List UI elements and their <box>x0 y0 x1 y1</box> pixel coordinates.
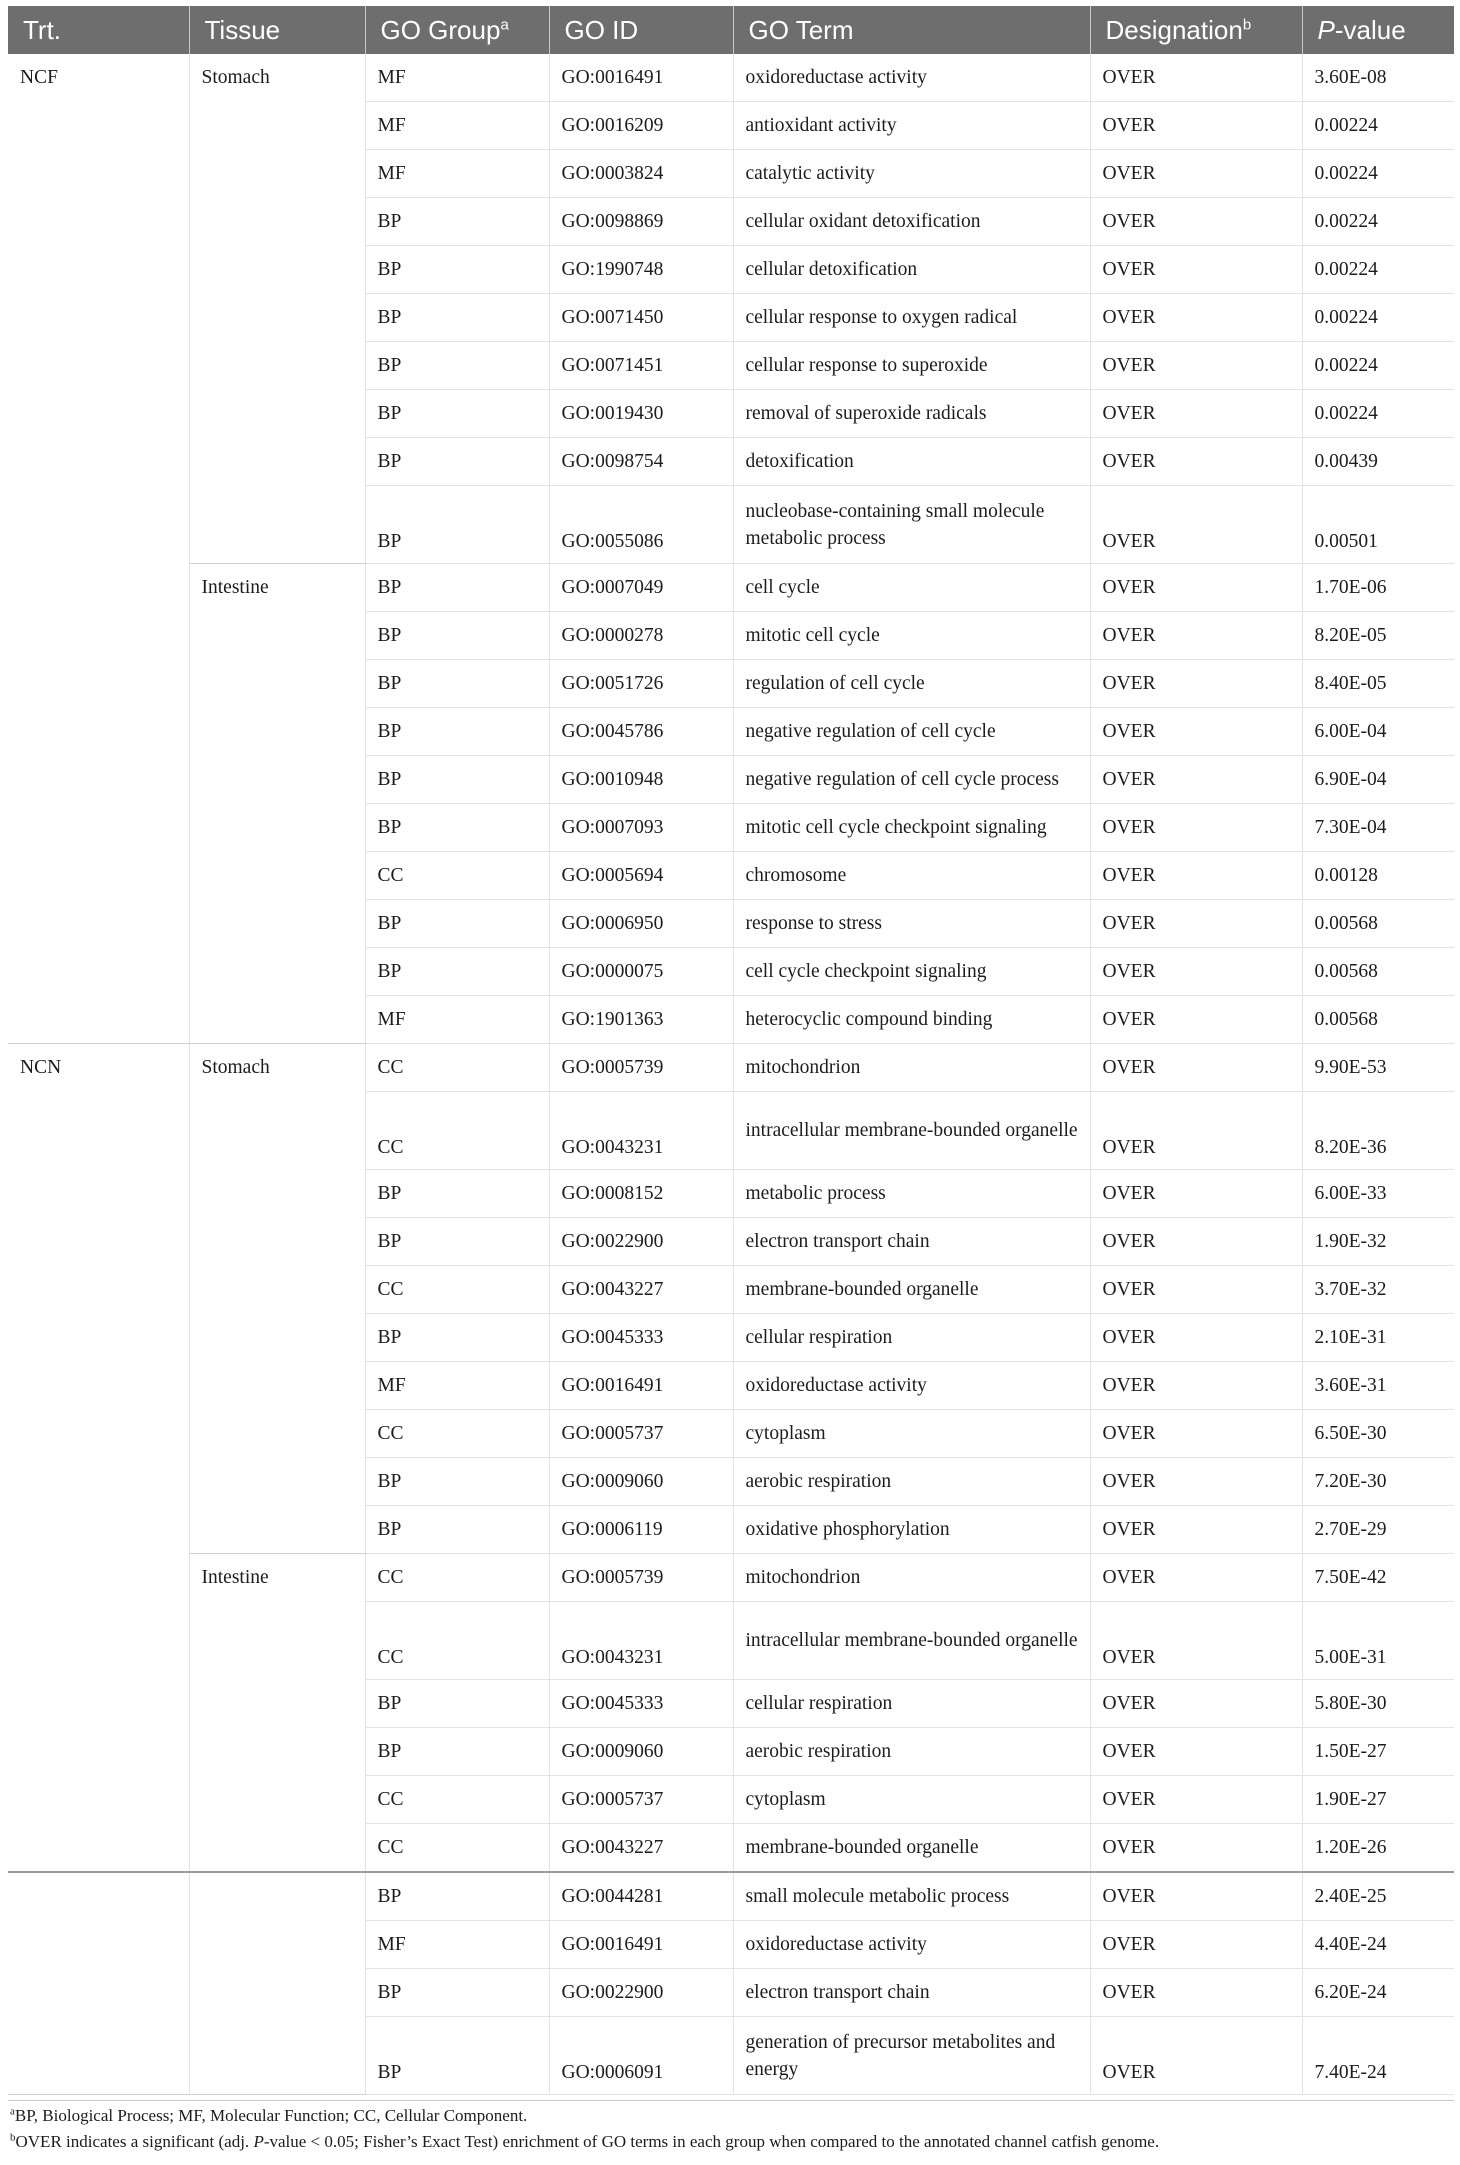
cell-designation: OVER <box>1090 54 1302 102</box>
cell-go-term: cellular response to oxygen radical <box>733 294 1090 342</box>
cell-go-group: CC <box>365 1266 549 1314</box>
cell-go-term: electron transport chain <box>733 1969 1090 2017</box>
cell-designation: OVER <box>1090 1921 1302 1969</box>
cell-go-term: cytoplasm <box>733 1776 1090 1824</box>
cell-designation: OVER <box>1090 294 1302 342</box>
cell-go-group: BP <box>365 564 549 612</box>
cell-go-group: BP <box>365 1969 549 2017</box>
cell-designation: OVER <box>1090 564 1302 612</box>
cell-designation: OVER <box>1090 660 1302 708</box>
cell-designation: OVER <box>1090 1314 1302 1362</box>
cell-designation: OVER <box>1090 1044 1302 1092</box>
cell-designation: OVER <box>1090 246 1302 294</box>
cell-go-id: GO:0055086 <box>549 486 733 564</box>
cell-go-term: catalytic activity <box>733 150 1090 198</box>
cell-go-id: GO:0098754 <box>549 438 733 486</box>
cell-go-group: MF <box>365 150 549 198</box>
cell-go-term: negative regulation of cell cycle <box>733 708 1090 756</box>
cell-designation: OVER <box>1090 1266 1302 1314</box>
cell-go-group: BP <box>365 342 549 390</box>
cell-go-group: BP <box>365 438 549 486</box>
cell-go-term: oxidoreductase activity <box>733 1921 1090 1969</box>
cell-designation: OVER <box>1090 1218 1302 1266</box>
cell-designation: OVER <box>1090 948 1302 996</box>
cell-go-term: metabolic process <box>733 1170 1090 1218</box>
cell-pvalue: 3.70E-32 <box>1302 1266 1454 1314</box>
cell-pvalue: 1.70E-06 <box>1302 564 1454 612</box>
cell-go-group: BP <box>365 612 549 660</box>
footnotes <box>10 2103 1159 2155</box>
cell-pvalue: 6.00E-33 <box>1302 1170 1454 1218</box>
cell-go-group: BP <box>365 246 549 294</box>
cell-go-id: GO:0007093 <box>549 804 733 852</box>
cell-pvalue: 7.30E-04 <box>1302 804 1454 852</box>
cell-go-group: BP <box>365 390 549 438</box>
cell-go-term: aerobic respiration <box>733 1728 1090 1776</box>
cell-go-id: GO:0071450 <box>549 294 733 342</box>
cell-go-term: intracellular membrane-bounded organelle <box>733 1602 1090 1680</box>
cell-designation: OVER <box>1090 1969 1302 2017</box>
cell-go-id: GO:0043227 <box>549 1824 733 1873</box>
cell-go-group: BP <box>365 948 549 996</box>
cell-trt <box>8 1872 189 2095</box>
cell-go-term: cytoplasm <box>733 1410 1090 1458</box>
cell-pvalue: 6.00E-04 <box>1302 708 1454 756</box>
cell-tissue: Intestine <box>189 564 365 1044</box>
cell-go-group: CC <box>365 852 549 900</box>
cell-go-id: GO:1990748 <box>549 246 733 294</box>
cell-designation: OVER <box>1090 612 1302 660</box>
cell-designation: OVER <box>1090 1410 1302 1458</box>
header-go-id: GO ID <box>549 6 733 54</box>
cell-pvalue: 8.20E-36 <box>1302 1092 1454 1170</box>
cell-go-group: BP <box>365 756 549 804</box>
cell-go-group: CC <box>365 1824 549 1873</box>
cell-designation: OVER <box>1090 150 1302 198</box>
cell-pvalue: 2.70E-29 <box>1302 1506 1454 1554</box>
cell-go-group: MF <box>365 54 549 102</box>
cell-pvalue: 0.00568 <box>1302 948 1454 996</box>
cell-pvalue: 5.80E-30 <box>1302 1680 1454 1728</box>
cell-go-group: CC <box>365 1410 549 1458</box>
cell-pvalue: 1.50E-27 <box>1302 1728 1454 1776</box>
cell-go-term: mitochondrion <box>733 1554 1090 1602</box>
cell-go-id: GO:0022900 <box>549 1969 733 2017</box>
header-designation: Designation$^b$ <box>1090 6 1302 54</box>
cell-pvalue: 1.20E-26 <box>1302 1824 1454 1873</box>
go-enrichment-table <box>8 6 1454 2095</box>
cell-go-term: mitochondrion <box>733 1044 1090 1092</box>
cell-designation: OVER <box>1090 1728 1302 1776</box>
cell-go-id: GO:0000278 <box>549 612 733 660</box>
cell-tissue <box>189 1872 365 2095</box>
cell-go-term: aerobic respiration <box>733 1458 1090 1506</box>
table-row <box>8 1554 1454 1602</box>
cell-designation: OVER <box>1090 708 1302 756</box>
cell-designation: OVER <box>1090 996 1302 1044</box>
cell-pvalue: 0.00224 <box>1302 342 1454 390</box>
cell-designation: OVER <box>1090 1170 1302 1218</box>
cell-go-term: oxidoreductase activity <box>733 54 1090 102</box>
cell-pvalue: 5.00E-31 <box>1302 1602 1454 1680</box>
cell-go-id: GO:0000075 <box>549 948 733 996</box>
cell-designation: OVER <box>1090 1092 1302 1170</box>
cell-designation: OVER <box>1090 1362 1302 1410</box>
cell-go-term: detoxification <box>733 438 1090 486</box>
cell-tissue: Stomach <box>189 54 365 564</box>
cell-go-group: BP <box>365 1506 549 1554</box>
cell-trt: NCF <box>8 54 189 1044</box>
cell-go-id: GO:0098869 <box>549 198 733 246</box>
cell-go-group: MF <box>365 1921 549 1969</box>
cell-designation: OVER <box>1090 102 1302 150</box>
header-go-term: GO Term <box>733 6 1090 54</box>
table-row <box>8 54 1454 102</box>
cell-pvalue: 8.20E-05 <box>1302 612 1454 660</box>
cell-pvalue: 6.20E-24 <box>1302 1969 1454 2017</box>
footnote-b: $^b$OVER indicates a significant (adj. P-value < 0.05; Fisher’s Exact Test) enrichment of GO terms in each group when compared to the annotated channel catfish genome. <box>10 2131 1160 2151</box>
cell-go-term: small molecule metabolic process <box>733 1872 1090 1921</box>
cell-designation: OVER <box>1090 438 1302 486</box>
cell-pvalue: 9.90E-53 <box>1302 1044 1454 1092</box>
cell-go-id: GO:0010948 <box>549 756 733 804</box>
cell-go-group: BP <box>365 2017 549 2095</box>
cell-go-id: GO:0005737 <box>549 1410 733 1458</box>
cell-go-id: GO:0005694 <box>549 852 733 900</box>
table-row <box>8 564 1454 612</box>
cell-pvalue: 3.60E-31 <box>1302 1362 1454 1410</box>
cell-go-term: negative regulation of cell cycle process <box>733 756 1090 804</box>
cell-go-group: MF <box>365 102 549 150</box>
header-tissue: Tissue <box>189 6 365 54</box>
cell-designation: OVER <box>1090 390 1302 438</box>
cell-go-id: GO:0022900 <box>549 1218 733 1266</box>
cell-pvalue: 7.20E-30 <box>1302 1458 1454 1506</box>
cell-go-group: MF <box>365 1362 549 1410</box>
table-row <box>8 1872 1454 1921</box>
cell-go-id: GO:0045333 <box>549 1680 733 1728</box>
header-go-group: GO Group$^a$ <box>365 6 549 54</box>
cell-pvalue: 0.00501 <box>1302 486 1454 564</box>
cell-pvalue: 4.40E-24 <box>1302 1921 1454 1969</box>
cell-go-term: nucleobase-containing small molecule metabolic process <box>733 486 1090 564</box>
cell-go-term: chromosome <box>733 852 1090 900</box>
cell-pvalue: 0.00224 <box>1302 150 1454 198</box>
cell-designation: OVER <box>1090 900 1302 948</box>
table-header <box>8 6 1454 54</box>
cell-tissue: Stomach <box>189 1044 365 1554</box>
cell-go-term: mitotic cell cycle <box>733 612 1090 660</box>
cell-go-group: BP <box>365 660 549 708</box>
cell-designation: OVER <box>1090 198 1302 246</box>
cell-go-group: CC <box>365 1602 549 1680</box>
cell-pvalue: 2.40E-25 <box>1302 1872 1454 1921</box>
cell-designation: OVER <box>1090 1872 1302 1921</box>
cell-pvalue: 3.60E-08 <box>1302 54 1454 102</box>
cell-go-id: GO:0019430 <box>549 390 733 438</box>
cell-go-group: CC <box>365 1092 549 1170</box>
cell-go-group: BP <box>365 294 549 342</box>
table-bottom-rule <box>8 2100 1454 2101</box>
cell-designation: OVER <box>1090 342 1302 390</box>
cell-pvalue: 0.00224 <box>1302 246 1454 294</box>
cell-go-id: GO:0045786 <box>549 708 733 756</box>
cell-go-id: GO:0009060 <box>549 1728 733 1776</box>
cell-go-term: cellular oxidant detoxification <box>733 198 1090 246</box>
cell-pvalue: 1.90E-32 <box>1302 1218 1454 1266</box>
cell-go-id: GO:0006119 <box>549 1506 733 1554</box>
cell-go-term: membrane-bounded organelle <box>733 1266 1090 1314</box>
cell-go-group: BP <box>365 1170 549 1218</box>
cell-go-term: oxidoreductase activity <box>733 1362 1090 1410</box>
cell-go-group: BP <box>365 900 549 948</box>
cell-go-id: GO:0016491 <box>549 1362 733 1410</box>
cell-pvalue: 0.00568 <box>1302 996 1454 1044</box>
cell-go-group: BP <box>365 198 549 246</box>
cell-go-term: removal of superoxide radicals <box>733 390 1090 438</box>
cell-go-group: BP <box>365 1218 549 1266</box>
cell-designation: OVER <box>1090 2017 1302 2095</box>
cell-go-term: cellular detoxification <box>733 246 1090 294</box>
cell-go-group: MF <box>365 996 549 1044</box>
cell-go-id: GO:0007049 <box>549 564 733 612</box>
cell-pvalue: 0.00224 <box>1302 294 1454 342</box>
cell-go-id: GO:0006091 <box>549 2017 733 2095</box>
cell-go-term: cellular respiration <box>733 1314 1090 1362</box>
cell-pvalue: 0.00568 <box>1302 900 1454 948</box>
cell-designation: OVER <box>1090 1458 1302 1506</box>
cell-go-id: GO:0005739 <box>549 1554 733 1602</box>
cell-go-term: mitotic cell cycle checkpoint signaling <box>733 804 1090 852</box>
cell-go-id: GO:0043231 <box>549 1602 733 1680</box>
cell-go-term: cell cycle <box>733 564 1090 612</box>
cell-designation: OVER <box>1090 1602 1302 1680</box>
cell-go-term: antioxidant activity <box>733 102 1090 150</box>
cell-designation: OVER <box>1090 804 1302 852</box>
footnote-a: $^a$BP, Biological Process; MF, Molecular Function; CC, Cellular Component. <box>10 2105 528 2125</box>
cell-pvalue: 0.00224 <box>1302 390 1454 438</box>
cell-go-group: BP <box>365 1872 549 1921</box>
cell-go-id: GO:0005739 <box>549 1044 733 1092</box>
cell-go-term: electron transport chain <box>733 1218 1090 1266</box>
cell-go-term: cellular response to superoxide <box>733 342 1090 390</box>
cell-designation: OVER <box>1090 852 1302 900</box>
cell-go-id: GO:0043227 <box>549 1266 733 1314</box>
cell-go-group: CC <box>365 1044 549 1092</box>
table-container <box>8 6 1454 2095</box>
cell-designation: OVER <box>1090 1554 1302 1602</box>
cell-go-id: GO:0003824 <box>549 150 733 198</box>
cell-pvalue: 0.00224 <box>1302 198 1454 246</box>
cell-go-term: heterocyclic compound binding <box>733 996 1090 1044</box>
cell-pvalue: 7.50E-42 <box>1302 1554 1454 1602</box>
cell-go-id: GO:0016491 <box>549 54 733 102</box>
cell-pvalue: 6.90E-04 <box>1302 756 1454 804</box>
cell-go-id: GO:0043231 <box>549 1092 733 1170</box>
cell-go-id: GO:0005737 <box>549 1776 733 1824</box>
cell-pvalue: 0.00128 <box>1302 852 1454 900</box>
cell-go-term: regulation of cell cycle <box>733 660 1090 708</box>
table-row <box>8 1044 1454 1092</box>
cell-go-group: BP <box>365 1728 549 1776</box>
cell-go-term: oxidative phosphorylation <box>733 1506 1090 1554</box>
cell-pvalue: 6.50E-30 <box>1302 1410 1454 1458</box>
cell-designation: OVER <box>1090 486 1302 564</box>
cell-go-id: GO:0051726 <box>549 660 733 708</box>
cell-go-group: CC <box>365 1776 549 1824</box>
cell-go-id: GO:0008152 <box>549 1170 733 1218</box>
cell-go-term: response to stress <box>733 900 1090 948</box>
cell-go-id: GO:0016491 <box>549 1921 733 1969</box>
cell-go-id: GO:0071451 <box>549 342 733 390</box>
cell-go-group: BP <box>365 1680 549 1728</box>
cell-tissue: Intestine <box>189 1554 365 1873</box>
header-pvalue: P-value <box>1302 6 1454 54</box>
cell-go-group: BP <box>365 804 549 852</box>
cell-go-term: intracellular membrane-bounded organelle <box>733 1092 1090 1170</box>
cell-pvalue: 2.10E-31 <box>1302 1314 1454 1362</box>
cell-pvalue: 0.00224 <box>1302 102 1454 150</box>
cell-designation: OVER <box>1090 1776 1302 1824</box>
cell-go-id: GO:0016209 <box>549 102 733 150</box>
cell-trt: NCN <box>8 1044 189 1873</box>
cell-pvalue: 0.00439 <box>1302 438 1454 486</box>
cell-go-id: GO:0045333 <box>549 1314 733 1362</box>
header-trt: Trt. <box>8 6 189 54</box>
cell-pvalue: 7.40E-24 <box>1302 2017 1454 2095</box>
cell-go-id: GO:0006950 <box>549 900 733 948</box>
cell-go-group: BP <box>365 708 549 756</box>
cell-go-term: cellular respiration <box>733 1680 1090 1728</box>
cell-go-term: cell cycle checkpoint signaling <box>733 948 1090 996</box>
cell-go-id: GO:1901363 <box>549 996 733 1044</box>
cell-go-term: membrane-bounded organelle <box>733 1824 1090 1873</box>
cell-designation: OVER <box>1090 1506 1302 1554</box>
cell-go-group: CC <box>365 1554 549 1602</box>
cell-go-term: generation of precursor metabolites and energy <box>733 2017 1090 2095</box>
cell-pvalue: 1.90E-27 <box>1302 1776 1454 1824</box>
cell-designation: OVER <box>1090 1824 1302 1873</box>
cell-go-group: BP <box>365 486 549 564</box>
cell-go-id: GO:0009060 <box>549 1458 733 1506</box>
cell-designation: OVER <box>1090 1680 1302 1728</box>
cell-go-group: BP <box>365 1458 549 1506</box>
table-body <box>8 54 1454 2095</box>
cell-designation: OVER <box>1090 756 1302 804</box>
cell-go-group: BP <box>365 1314 549 1362</box>
cell-go-id: GO:0044281 <box>549 1872 733 1921</box>
cell-pvalue: 8.40E-05 <box>1302 660 1454 708</box>
